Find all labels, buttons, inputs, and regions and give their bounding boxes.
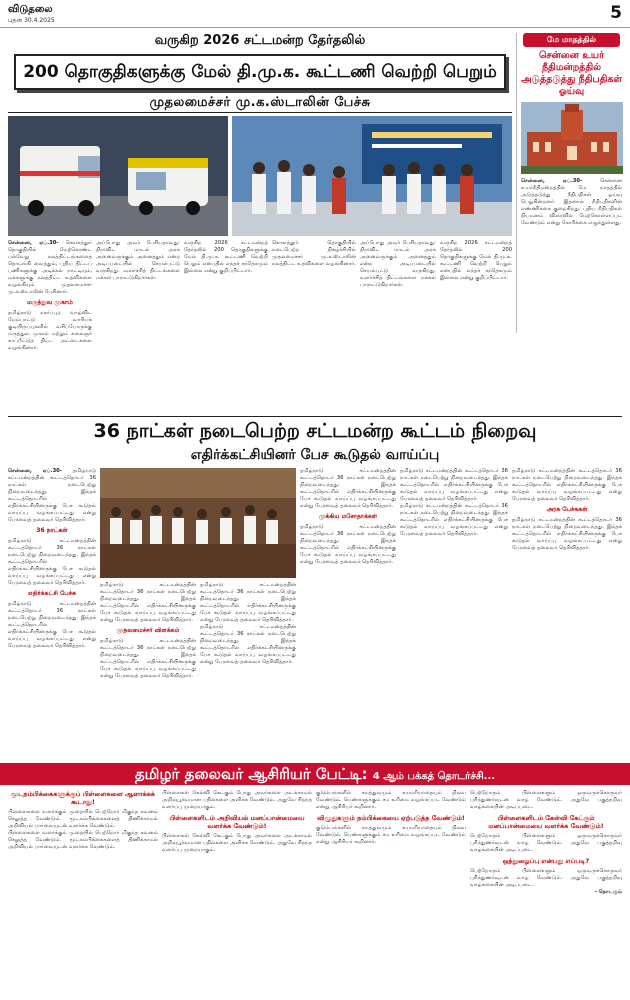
top-story-kicker: வருகிற 2026 சட்டமன்ற தேர்தலில்	[154, 33, 366, 48]
assembly-column-5	[400, 468, 508, 758]
assembly-column-3	[200, 582, 296, 758]
top-story-column-4	[272, 240, 356, 414]
divider	[8, 112, 512, 113]
bottom-column-1	[8, 790, 158, 995]
paragraph: தமிழ்நாடு சட்டமன்றத்தின் கூட்டத்தொடர் 36 நாட்கள் நடைபெற்று நிறைவடைந்தது. இந்தக் கூட்டத்தொடரில் எதிர்க்கட்சியினருக்கு பேச கூடுதல் வாய்ப்பு வழங்கப்பட்டது என்று பேரவைத் தலைவர் தெரிவித்தார்.	[512, 468, 622, 502]
high-court-photo	[521, 102, 623, 174]
paragraph: தமிழ்நாடு சட்டமன்றத்தின் கூட்டத்தொடர் 36 நாட்கள் நடைபெற்று நிறைவடைந்தது. இந்தக் கூட்டத்தொடரில் எதிர்க்கட்சியினருக்கு பேச கூடுதல் வாய்ப்பு வழங்கப்பட்டது என்று பேரவைத் தலைவர் தெரிவித்தார்.	[8, 601, 96, 649]
paragraph: தமிழ்நாடு சட்டமன்றத்தின் கூட்டத்தொடர் 36 நாட்கள் நடைபெற்று நிறைவடைந்தது. இந்தக் கூட்டத்தொடரில் எதிர்க்கட்சியினருக்கு பேச கூடுதல் வாய்ப்பு வழங்கப்பட்டது என்று பேரவைத் தலைவர் தெரிவித்தார்.	[200, 582, 296, 623]
photo-caption: கொளத்தூர் தொகுதியில் நடைபெற்ற நிகழ்ச்சியில் முதலமைச்சர் மு.க.ஸ்டாலின் நலத்திட்ட உதவிகளை வழங்கினார்.	[272, 240, 356, 267]
paragraph: தமிழ்நாடு சட்டமன்றத்தின் கூட்டத்தொடர் 36 நாட்கள் நடைபெற்று நிறைவடைந்தது. இந்தக் கூட்டத்தொடரில் எதிர்க்கட்சியினருக்கு பேச கூடுதல் வாய்ப்பு வழங்கப்பட்டது என்று பேரவைத் தலைவர் தெரிவித்தார்.	[100, 582, 196, 623]
banner-continuation: 4 ஆம் பக்கத் தொடர்ச்சி...	[372, 771, 496, 782]
assembly-column-6	[512, 468, 622, 758]
right-box-headline: சென்னை உயர் நீதிமன்றத்தில் அடுத்தடுத்து நீதிபதிகள் ஓய்வு	[521, 50, 622, 97]
masthead	[0, 0, 630, 28]
ambulance-illustration	[8, 116, 228, 236]
paragraph: அப்போது அவர் பேசியதாவது: திராவிட மாடல் அரசு அனைவருக்கும் அனைத்தும் என்ற அடிப்படையில் செயல்பட்டு வருகிறது. வளர்ச்சித் திட்டங்களை மக்கள் பாராட்டுகிறார்கள்.	[360, 240, 436, 288]
paragraph: பெற்றோரும் பிள்ளைகளும் ஒருவருக்கொருவர் புரிந்துணர்வுடன் வாழ வேண்டும். அதுவே பகுத்தறிவு வாழ்க்கையின் அடிப்படை.	[470, 790, 622, 810]
lead-paragraph: கொளத்தூர் தொகுதியில் மேற்கொண்ட பல்வேறு நலத்திட்டங்களைத் தொடங்கி வைத்தும், புதிய திட்டப் பணிகளுக்கு அடிக்கல் நாட்டியும், மக்களுக்கு நலத்திட்ட உதவிகளை வழங்கியும் முதலமைச்சர் மு.க.ஸ்டாலின் பேசினார்.	[8, 240, 92, 295]
top-story-column-5	[360, 240, 436, 414]
issue-date: புதன் 30.4.2025	[8, 17, 55, 24]
event-photo	[232, 116, 512, 236]
paragraph: வருகிற 2026 சட்டமன்றத் தேர்தலில் 200 தொகுதிகளுக்கு மேல் தி.மு.க. கூட்டணி வெற்றி பெறும் என்பதில் எந்தச் சந்தேகமும் இல்லை என்று குறிப்பிட்டார்.	[440, 240, 512, 281]
continued-note: - தொடரும்	[594, 889, 622, 895]
paragraph: பிள்ளைகளை வளர்க்கும் முறையில் பெற்றோர் மிகுந்த கவனம் செலுத்த வேண்டும். மூடநம்பிக்கைகளைத் திணிக்காமல் அறிவியல் பார்வையுடன் வளர்க்க வேண்டும்.	[8, 809, 158, 829]
section-heading: அரசு பேச்சுகள்	[546, 506, 588, 513]
section-heading: எதிர்க்கட்சி பேச்சு	[28, 590, 76, 597]
section-heading: 36 நாட்கள்	[36, 527, 68, 534]
paragraph: தமிழ்நாடு சட்டமன்றத்தின் கூட்டத்தொடர் 36 நாட்கள் நடைபெற்று நிறைவடைந்தது. இந்தக் கூட்டத்தொடரில் எதிர்க்கட்சியினருக்கு பேச கூடுதல் வாய்ப்பு வழங்கப்பட்டது என்று பேரவைத் தலைவர் தெரிவித்தார்.	[300, 468, 396, 509]
section-heading: மூடநம்பிக்கைகளுக்குப் பிள்ளைகளை ஆளாக்கக் கூடாது!	[11, 790, 155, 806]
paragraph: குடும்பங்களில் சமத்துவமும் சுயமரியாதையும் நிலவ வேண்டும். பெண்களுக்கும் சம உரிமை வழங்கப்பட வேண்டும் என்று ஆசிரியர் கூறினார்.	[316, 825, 466, 845]
paragraph: தமிழ்நாடு நகர்ப்புற வாழ்விட மேம்பாட்டு வாரியக் குடியிருப்புகளில் வசிப்போருக்கு மருத்துவ முகாம் மற்றும் கலைஞர் காப்பீட்டுத் திட்ட அட்டைகளை வழங்கினார்.	[8, 310, 92, 351]
paragraph: வருகிற 2026 சட்டமன்றத் தேர்தலில் 200 தொகுதிகளுக்கு மேல் தி.மு.க. கூட்டணி வெற்றி பெறும் என்பதில் எந்தச் சந்தேகமும் இல்லை என்று குறிப்பிட்டார்.	[184, 240, 268, 274]
section-heading: மருத்துவ முகாம்	[27, 299, 73, 306]
top-story-column-6	[440, 240, 512, 414]
bottom-column-3	[316, 790, 466, 995]
top-story-subhead: முதலமைச்சர் மு.க.ஸ்டாலின் பேச்சு	[149, 95, 371, 110]
paragraph: பெற்றோரும் பிள்ளைகளும் ஒருவருக்கொருவர் புரிந்துணர்வுடன் வாழ வேண்டும். அதுவே பகுத்தறிவு வாழ்க்கையின் அடிப்படை.	[470, 833, 622, 853]
paragraph: பிள்ளைகளை வளர்க்கும் முறையில் பெற்றோர் மிகுந்த கவனம் செலுத்த வேண்டும். மூடநம்பிக்கைகளைத் திணிக்காமல் அறிவியல் பார்வையுடன் வளர்க்க வேண்டும்.	[8, 830, 158, 850]
page-number: 5	[610, 3, 622, 23]
dateline: சென்னை, ஏப்.30-	[8, 240, 59, 246]
section-heading: முக்கிய மசோதாக்கள்	[318, 513, 378, 520]
paragraph: தமிழ்நாடு சட்டமன்றத்தின் கூட்டத்தொடர் 36 நாட்கள் நடைபெற்று நிறைவடைந்தது. இந்தக் கூட்டத்தொடரில் எதிர்க்கட்சியினருக்கு பேச கூடுதல் வாய்ப்பு வழங்கப்பட்டது என்று பேரவைத் தலைவர் தெரிவித்தார்.	[8, 468, 96, 523]
stage-event-illustration	[232, 116, 512, 236]
right-box-badge: மே மாதத்தில்	[523, 33, 620, 47]
assembly-photo	[100, 468, 296, 578]
paragraph: தமிழ்நாடு சட்டமன்றத்தின் கூட்டத்தொடர் 36 நாட்கள் நடைபெற்று நிறைவடைந்தது. இந்தக் கூட்டத்தொடரில் எதிர்க்கட்சியினருக்கு பேச கூடுதல் வாய்ப்பு வழங்கப்பட்டது என்று பேரவைத் தலைவர் தெரிவித்தார்.	[400, 468, 508, 502]
paragraph: தமிழ்நாடு சட்டமன்றத்தின் கூட்டத்தொடர் 36 நாட்கள் நடைபெற்று நிறைவடைந்தது. இந்தக் கூட்டத்தொடரில் எதிர்க்கட்சியினருக்கு பேச கூடுதல் வாய்ப்பு வழங்கப்பட்டது என்று பேரவைத் தலைவர் தெரிவித்தார்.	[512, 517, 622, 551]
section-heading: ஒத்துழைப்பு என்பது எப்படி?	[502, 857, 590, 865]
divider	[8, 416, 622, 417]
paragraph: தமிழ்நாடு சட்டமன்றத்தின் கூட்டத்தொடர் 36 நாட்கள் நடைபெற்று நிறைவடைந்தது. இந்தக் கூட்டத்தொடரில் எதிர்க்கட்சியினருக்கு பேச கூடுதல் வாய்ப்பு வழங்கப்பட்டது என்று பேரவைத் தலைவர் தெரிவித்தார்.	[100, 638, 196, 679]
paragraph: தமிழ்நாடு சட்டமன்றத்தின் கூட்டத்தொடர் 36 நாட்கள் நடைபெற்று நிறைவடைந்தது. இந்தக் கூட்டத்தொடரில் எதிர்க்கட்சியினருக்கு பேச கூடுதல் வாய்ப்பு வழங்கப்பட்டது என்று பேரவைத் தலைவர் தெரிவித்தார்.	[300, 524, 396, 565]
paragraph: அப்போது அவர் பேசியதாவது: திராவிட மாடல் அரசு அனைவருக்கும் அனைத்தும் என்ற அடிப்படையில் செயல்பட்டு வருகிறது. வளர்ச்சித் திட்டங்களை மக்கள் பாராட்டுகிறார்கள்.	[96, 240, 180, 281]
paragraph: தமிழ்நாடு சட்டமன்றத்தின் கூட்டத்தொடர் 36 நாட்கள் நடைபெற்று நிறைவடைந்தது. இந்தக் கூட்டத்தொடரில் எதிர்க்கட்சியினருக்கு பேச கூடுதல் வாய்ப்பு வழங்கப்பட்டது என்று பேரவைத் தலைவர் தெரிவித்தார்.	[8, 538, 96, 586]
assembly-column-2	[100, 582, 196, 758]
right-box-text	[521, 178, 622, 318]
assembly-column-4	[300, 468, 396, 758]
dateline: சென்னை, ஏப்.30-	[8, 468, 62, 474]
paragraph: பெற்றோரும் பிள்ளைகளும் ஒருவருக்கொருவர் புரிந்துணர்வுடன் வாழ வேண்டும். அதுவே பகுத்தறிவு வாழ்க்கையின் அடிப்படை.	[470, 868, 622, 888]
section-heading: விழுதுகளும் நம்பிக்கையை ஏற்படுத்த வேண்டும்!	[317, 814, 465, 822]
paragraph: குடும்பங்களில் சமத்துவமும் சுயமரியாதையும் நிலவ வேண்டும். பெண்களுக்கும் சம உரிமை வழங்கப்பட வேண்டும் என்று ஆசிரியர் கூறினார்.	[316, 790, 466, 810]
section-heading: பிள்ளைகளிடம் கேள்வி கேட்கும் மனப்பான்மையை வளர்க்க வேண்டும்!	[488, 814, 604, 830]
paragraph: தமிழ்நாடு சட்டமன்றத்தின் கூட்டத்தொடர் 36 நாட்கள் நடைபெற்று நிறைவடைந்தது. இந்தக் கூட்டத்தொடரில் எதிர்க்கட்சியினருக்கு பேச கூடுதல் வாய்ப்பு வழங்கப்பட்டது என்று பேரவைத் தலைவர் தெரிவித்தார்.	[200, 624, 296, 665]
right-news-box	[516, 33, 626, 333]
top-story-column-3	[184, 240, 268, 414]
paragraph: பிள்ளைகள் கேள்வி கேட்கும் போது அவர்களை அடக்காமல் அறிவுபூர்வமான பதில்களை அளிக்க வேண்டும். அதுவே சிறந்த வளர்ப்பு முறையாகும்.	[162, 833, 312, 853]
banner-title: தமிழர் தலைவர் ஆசிரியர் பேட்டி:	[134, 765, 368, 783]
section-heading: பிள்ளைகளிடம் அறிவியல் மனப்பான்மையை வளர்க்க வேண்டும்!	[169, 814, 305, 830]
ambulance-photo	[8, 116, 228, 236]
bottom-column-4	[470, 790, 622, 995]
top-story-column-1	[8, 240, 92, 414]
bottom-column-2	[162, 790, 312, 995]
section-heading: முதலமைச்சர் விளக்கம்	[116, 627, 180, 634]
assembly-hall-illustration	[100, 468, 296, 578]
assembly-subhead: எதிர்க்கட்சியினர் பேச கூடுதல் வாய்ப்பு	[190, 447, 440, 463]
top-story-headline: 200 தொகுதிகளுக்கு மேல் தி.மு.க. கூட்டணி வெற்றி பெறும்	[14, 54, 506, 90]
assembly-headline: 36 நாட்கள் நடைபெற்ற சட்டமன்ற கூட்டம் நிறைவு	[93, 420, 537, 442]
assembly-column-1	[8, 468, 96, 758]
paragraph: பிள்ளைகள் கேள்வி கேட்கும் போது அவர்களை அடக்காமல் அறிவுபூர்வமான பதில்களை அளிக்க வேண்டும். அதுவே சிறந்த வளர்ப்பு முறையாகும்.	[162, 790, 312, 810]
newspaper-name: விடுதலை	[8, 4, 53, 15]
dateline: சென்னை, ஏப்.30-	[521, 178, 583, 184]
high-court-building-illustration	[521, 102, 623, 174]
paragraph: தமிழ்நாடு சட்டமன்றத்தின் கூட்டத்தொடர் 36 நாட்கள் நடைபெற்று நிறைவடைந்தது. இந்தக் கூட்டத்தொடரில் எதிர்க்கட்சியினருக்கு பேச கூடுதல் வாய்ப்பு வழங்கப்பட்டது என்று பேரவைத் தலைவர் தெரிவித்தார்.	[400, 503, 508, 537]
top-story-column-2	[96, 240, 180, 414]
paragraph: சென்னை உயர்நீதிமன்றத்தில் மே மாதத்தில் அடுத்தடுத்து நீதிபதிகள் ஓய்வு பெறுகின்றனர். இதனால் நீதிபதிகளின் எண்ணிக்கை குறைகிறது. புதிய நீதிபதிகள் நியமனம் விரைவில் மேற்கொள்ளப்பட வேண்டும் என்று கோரிக்கை எழுந்துள்ளது.	[521, 178, 622, 226]
interview-banner	[0, 763, 630, 785]
